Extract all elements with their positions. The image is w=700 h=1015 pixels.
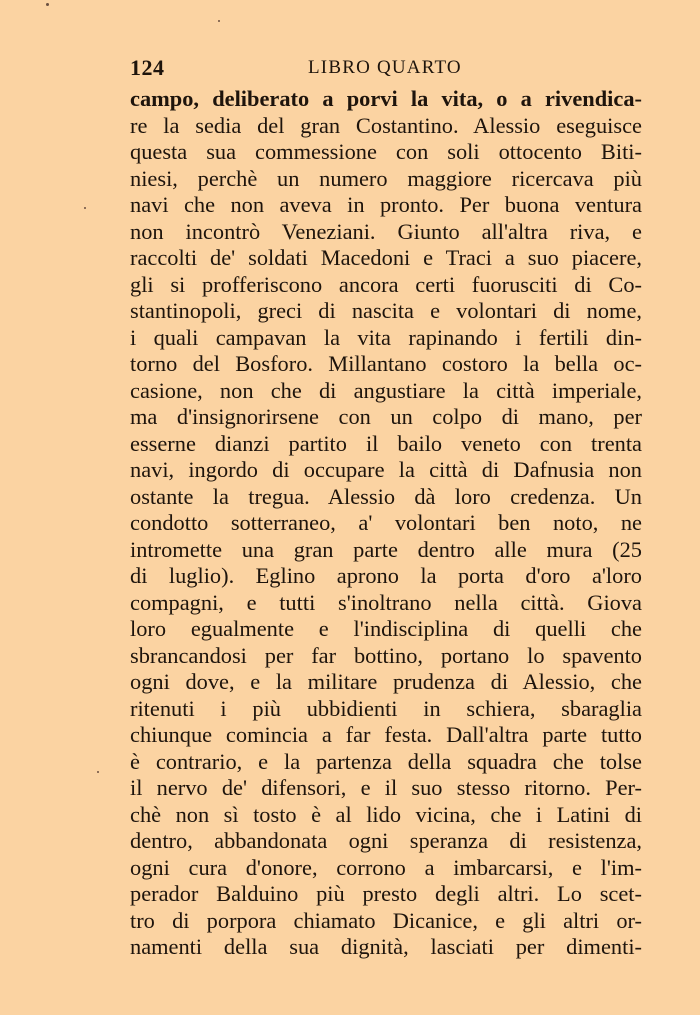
text-line: ostante la tregua. Alessio dà loro credenza. Un bbox=[130, 483, 642, 509]
text-line: ritenuti i più ubbidienti in schiera, sbaraglia bbox=[130, 695, 642, 721]
text-line: chè non sì tosto è al lido vicina, che i Latini di bbox=[130, 801, 642, 827]
text-line: di luglio). Eglino aprono la porta d'oro a'loro bbox=[130, 563, 642, 588]
text-line: stantinopoli, greci di nascita e volontari di nome, bbox=[130, 298, 642, 323]
text-line: chiunque comincia a far festa. Dall'altra parte tutto bbox=[130, 722, 642, 747]
page-header bbox=[130, 55, 642, 85]
ink-speck bbox=[46, 3, 49, 6]
text-line: perador Balduino più presto degli altri. Lo scet- bbox=[130, 881, 642, 906]
text-line: tro di porpora chiamato Dicanice, e gli altri or- bbox=[130, 907, 642, 933]
text-line: niesi, perchè un numero maggiore ricercava più bbox=[130, 165, 642, 191]
text-line: dentro, abbandonata ogni speranza di resistenza, bbox=[130, 828, 642, 853]
text-line: il nervo de' difensori, e il suo stesso ritorno. Per- bbox=[130, 775, 642, 800]
body-text bbox=[130, 86, 642, 961]
text-line: non incontrò Veneziani. Giunto all'altra riva, e bbox=[130, 218, 642, 244]
text-line: sbrancandosi per far bottino, portano lo spavento bbox=[130, 642, 642, 668]
text-line: intromette una gran parte dentro alle mura (25 bbox=[130, 536, 642, 562]
text-line: campo, deliberato a porvi la vita, o a rivendica- bbox=[130, 86, 642, 111]
text-line: è contrario, e la partenza della squadra che tolse bbox=[130, 748, 642, 774]
text-line: casione, non che di angustiare la città imperiale, bbox=[130, 377, 642, 403]
text-line: ma d'insignorirsene con un colpo di mano, per bbox=[130, 404, 642, 429]
text-line: navi, ingordo di occupare la città di Dafnusia non bbox=[130, 457, 642, 482]
text-line: esserne dianzi partito il bailo veneto con trenta bbox=[130, 430, 642, 456]
ink-speck bbox=[84, 207, 86, 209]
text-line: navi che non aveva in pronto. Per buona ventura bbox=[130, 192, 642, 217]
text-line: loro egualmente e l'indisciplina di quelli che bbox=[130, 616, 642, 641]
text-line: ogni cura d'onore, corrono a imbarcarsi, e l'im- bbox=[130, 854, 642, 880]
text-line: ogni dove, e la militare prudenza di Alessio, che bbox=[130, 669, 642, 694]
text-line: condotto sotterraneo, a' volontari ben noto, ne bbox=[130, 510, 642, 535]
text-line: i quali campavan la vita rapinando i fertili din- bbox=[130, 324, 642, 350]
text-line: gli si profferiscono ancora certi fuorusciti di Co- bbox=[130, 271, 642, 297]
text-line: questa sua commessione con soli ottocento Biti- bbox=[130, 139, 642, 164]
page-number: 124 bbox=[130, 55, 165, 80]
text-line: torno del Bosforo. Millantano costoro la bella oc- bbox=[130, 351, 642, 376]
text-line: compagni, e tutti s'inoltrano nella città. Giova bbox=[130, 589, 642, 615]
ink-speck bbox=[218, 20, 220, 22]
ink-speck bbox=[97, 771, 99, 773]
text-line: raccolti de' soldati Macedoni e Traci a suo piacere, bbox=[130, 245, 642, 270]
text-line: re la sedia del gran Costantino. Alessio eseguisce bbox=[130, 112, 642, 138]
running-head: LIBRO QUARTO bbox=[308, 57, 462, 78]
text-line: namenti della sua dignità, lasciati per dimenti- bbox=[130, 934, 642, 959]
